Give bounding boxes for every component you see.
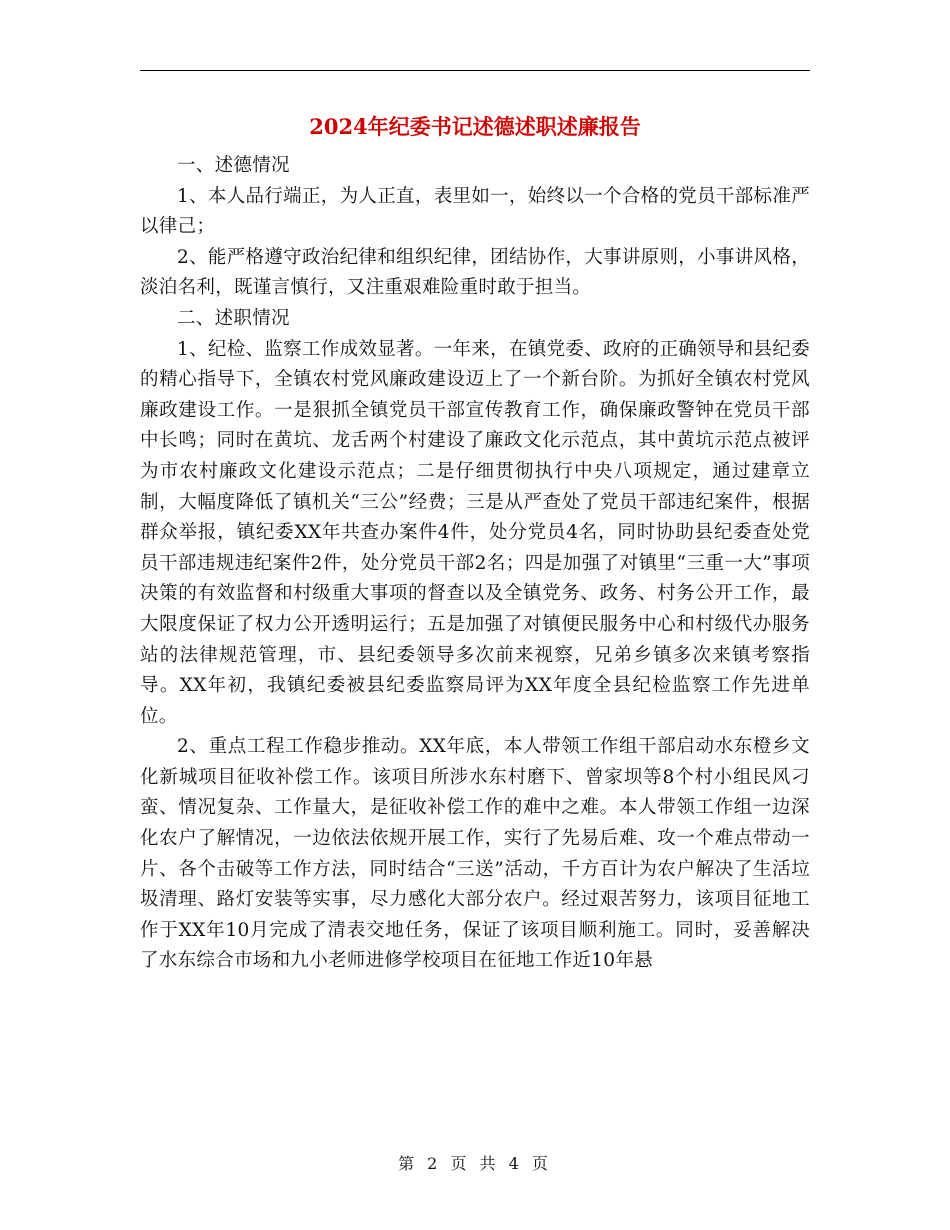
paragraph: 2、重点工程工作稳步推动。XX年底，本人带领工作组干部启动水东橙乡文化新城项目征收补偿工作。该项目所涉水东村磨下、曾家坝等8个村小组民风刁蛮、情况复杂、工作量大，是征收补偿工作的难中之难。本人带领工作组一边深化农户了解情况，一边依法依规开展工作，实行了先易后难、攻一个难点带动一片、各个击破等工作方法，同时结合“三送”活动，千方百计为农户解决了生活垃圾清理、路灯安装等实事，尽力感化大部分农户。经过艰苦努力，该项目征地工作于XX年10月完成了清表交地任务，保证了该项目顺利施工。同时，妥善解决了水东综合市场和九小老师进修学校项目在征地工作近10年悬 (140, 736, 810, 972)
paragraph: 1、本人品行端正，为人正直，表里如一，始终以一个合格的党员干部标准严以律己； (140, 185, 810, 238)
section-heading-duties: 二、述职情况 (177, 307, 290, 329)
paragraph: 2、能严格遵守政治纪律和组织纪律，团结协作，大事讲原则，小事讲风格，淡泊名利，既谨言慎行，又注重艰难险重时敢于担当。 (140, 246, 810, 299)
document-title: 2024年纪委书记述德述职述廉报告 (309, 114, 641, 139)
document-body (140, 151, 810, 977)
paragraph: 1、纪检、监察工作成效显著。一年来，在镇党委、政府的正确领导和县纪委的精心指导下，全镇农村党风廉政建设迈上了一个新台阶。为抓好全镇农村党风廉政建设工作。一是狠抓全镇党员干部宣传教育工作，确保廉政警钟在党员干部中长鸣；同时在黄坑、龙舌两个村建设了廉政文化示范点，其中黄坑示范点被评为市农村廉政文化建设示范点；二是仔细贯彻执行中央八项规定，通过建章立制，大幅度降低了镇机关“三公”经费；三是从严查处了党员干部违纪案件，根据群众举报，镇纪委XX年共查办案件4件，处分党员4名，同时协助县纪委查处党员干部违规违纪案件2件，处分党员干部2名；四是加强了对镇里“三重一大”事项决策的有效监督和村级重大事项的督查以及全镇党务、政务、村务公开工作，最大限度保证了权力公开透明运行；五是加强了对镇便民服务中心和村级代办服务站的法律规范管理，市、县纪委领导多次前来视察，兄弟乡镇多次来镇考察指导。XX年初，我镇纪委被县纪委监察局评为XX年度全县纪检监察工作先进单位。 (140, 338, 810, 727)
header-rule (140, 70, 810, 71)
page-number-footer: 第 2 页 共 4 页 (398, 1154, 552, 1173)
section-heading-morality: 一、述德情况 (177, 155, 290, 176)
